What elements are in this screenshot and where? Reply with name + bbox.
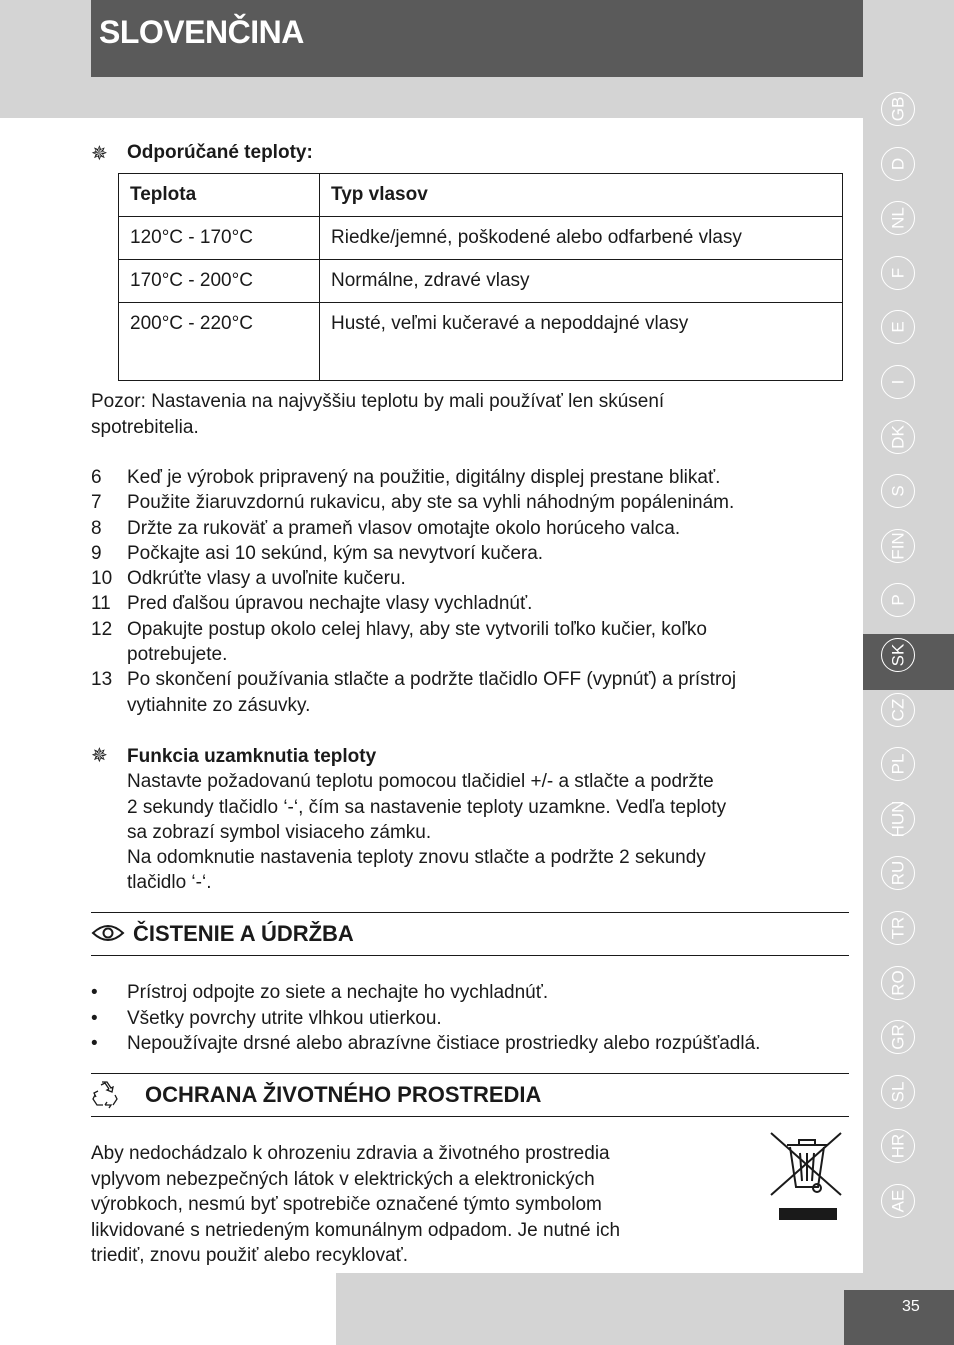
table-cell: 120°C - 170°C — [119, 217, 320, 260]
sun-icon: ✵ — [91, 143, 108, 165]
language-code: FIN — [888, 532, 908, 560]
header-band — [91, 0, 863, 77]
steps-list — [91, 465, 851, 718]
language-tab-cz[interactable] — [881, 693, 915, 727]
cleaning-section-title: ČISTENIE A ÚDRŽBA — [133, 921, 354, 946]
step-text-line: Opakujte postup okolo celej hlavy, aby ste vytvorili toľko kučier, koľko — [127, 618, 707, 640]
eye-icon — [91, 920, 125, 946]
list-item — [91, 490, 851, 515]
cleaning-section-header — [91, 912, 849, 956]
language-tab-e[interactable] — [881, 310, 915, 344]
language-code: AE — [888, 1189, 908, 1213]
step-number: 6 — [91, 467, 102, 488]
language-tabs — [863, 92, 954, 1252]
list-item — [91, 617, 851, 668]
lock-text-line: tlačidlo ‘-‘. — [127, 872, 212, 894]
table-row — [119, 217, 843, 260]
language-code: E — [888, 321, 908, 333]
table-cell: Normálne, zdravé vlasy — [320, 260, 843, 303]
table-header-cell: Teplota — [119, 174, 320, 217]
lock-function-block — [91, 744, 851, 896]
language-code: SL — [888, 1081, 908, 1103]
language-code: HUN — [888, 800, 908, 838]
list-item — [91, 591, 851, 616]
language-tab-nl[interactable] — [881, 201, 915, 235]
list-item — [91, 541, 851, 566]
table-cell: Husté, veľmi kučeravé a nepoddajné vlasy — [320, 303, 843, 381]
language-code: TR — [888, 916, 908, 940]
warning-line: Pozor: Nastavenia na najvyššiu teplotu by mali používať len skúsení — [91, 391, 665, 412]
language-tab-ro[interactable] — [881, 966, 915, 1000]
list-item — [91, 980, 851, 1006]
language-code: SK — [888, 643, 908, 667]
warning-line: spotrebitelia. — [91, 416, 199, 438]
lock-text-line: Na odomknutie nastavenia teploty znovu stlačte a podržte 2 sekundy — [127, 847, 706, 869]
language-tab-dk[interactable] — [881, 420, 915, 454]
list-item — [91, 566, 851, 591]
step-text-line: Po skončení používania stlačte a podržte tlačidlo OFF (vypnúť) a prístroj — [127, 669, 737, 691]
table-header-row — [119, 174, 843, 217]
bullet-text: Všetky povrchy utrite vlhkou utierkou. — [127, 1007, 442, 1029]
step-text-line: Keď je výrobok pripravený na použitie, digitálny displej prestane blikať. — [127, 467, 721, 488]
page-title: SLOVENČINA — [99, 14, 304, 50]
environment-text-line: triediť, znovu použiť alebo recyklovať. — [91, 1245, 409, 1266]
language-tab-ru[interactable] — [881, 856, 915, 890]
language-tab-s[interactable] — [881, 474, 915, 508]
step-number: 13 — [91, 669, 113, 691]
step-text-line: Počkajte asi 10 sekúnd, kým sa nevytvorí kučera. — [127, 542, 544, 564]
language-code: RO — [888, 970, 908, 996]
table-cell: 170°C - 200°C — [119, 260, 320, 303]
weee-bin-icon — [769, 1131, 845, 1223]
bullet-dot: • — [91, 1033, 98, 1054]
language-code: GR — [888, 1024, 908, 1050]
bullet-dot: • — [91, 1007, 98, 1029]
language-code: F — [888, 267, 908, 279]
environment-section-title: OCHRANA ŽIVOTNÉHO PROSTREDIA — [145, 1082, 542, 1107]
language-tab-d[interactable] — [881, 147, 915, 181]
list-item — [91, 465, 851, 490]
table-cell: Riedke/jemné, poškodené alebo odfarbené vlasy — [320, 217, 843, 260]
language-tab-hun[interactable] — [881, 802, 915, 836]
environment-text — [91, 1141, 731, 1269]
recommended-temps-heading: Odporúčané teploty: — [127, 142, 313, 163]
step-text-line: potrebujete. — [127, 644, 228, 666]
environment-text-line: vplyvom nebezpečných látok v elektrických a elektronických — [91, 1168, 595, 1190]
environment-section-header — [91, 1073, 849, 1117]
step-text-line: vytiahnite zo zásuvky. — [127, 694, 311, 716]
list-item — [91, 1031, 851, 1057]
language-tab-fin[interactable] — [881, 529, 915, 563]
recycle-icon — [91, 1081, 119, 1109]
language-tab-gb[interactable] — [881, 92, 915, 126]
language-tab-pl[interactable] — [881, 747, 915, 781]
language-tab-hr[interactable] — [881, 1129, 915, 1163]
page-number: 35 — [902, 1298, 920, 1315]
environment-text-line: výrobkoch, nesmú byť spotrebiče označené týmto symbolom — [91, 1194, 602, 1215]
language-tab-ae[interactable] — [881, 1184, 915, 1218]
table-header-cell: Typ vlasov — [320, 174, 843, 217]
step-number: 9 — [91, 542, 102, 564]
language-code: P — [888, 594, 908, 606]
environment-text-line: Aby nedochádzalo k ohrozeniu zdravia a životného prostredia — [91, 1143, 610, 1164]
cleaning-bullets — [91, 980, 851, 1057]
language-code: I — [888, 379, 908, 385]
step-text-line: Použite žiaruvzdornú rukavicu, aby ste sa vyhli náhodným popáleninám. — [127, 492, 735, 514]
step-text-line: Odkrúťte vlasy a uvoľnite kučeru. — [127, 568, 406, 590]
language-tab-tr[interactable] — [881, 911, 915, 945]
step-number: 10 — [91, 568, 113, 590]
page-number-box — [844, 1290, 954, 1345]
lock-function-heading: Funkcia uzamknutia teploty — [127, 746, 377, 767]
language-code: CZ — [888, 698, 908, 722]
language-code: NL — [888, 207, 908, 229]
table-row — [119, 260, 843, 303]
bullet-text: Nepoužívajte drsné alebo abrazívne čistiace prostriedky alebo rozpúšťadlá. — [127, 1033, 761, 1054]
temperature-table — [118, 173, 843, 381]
environment-text-line: likvidované s netriedeným komunálnym odpadom. Je nutné ich — [91, 1219, 621, 1241]
language-tab-sl[interactable] — [881, 1075, 915, 1109]
step-number: 11 — [91, 593, 111, 615]
bottom-strip — [0, 1273, 336, 1345]
list-item — [91, 1006, 851, 1032]
language-tab-i[interactable] — [881, 365, 915, 399]
list-item — [91, 516, 851, 541]
table-row — [119, 303, 843, 381]
language-code: HR — [888, 1133, 908, 1159]
list-item — [91, 667, 851, 718]
step-text-line: Držte za rukoväť a prameň vlasov omotajte okolo horúceho valca. — [127, 517, 681, 539]
lock-text-line: Nastavte požadovanú teplotu pomocou tlačidiel +/- a stlačte a podržte — [127, 771, 714, 793]
language-tab-sk[interactable] — [881, 638, 915, 672]
language-code: S — [888, 485, 908, 497]
table-cell: 200°C - 220°C — [119, 303, 320, 381]
warning-text — [91, 389, 831, 440]
step-text-line: Pred ďalšou úpravou nechajte vlasy vychladnúť. — [127, 593, 533, 615]
bullet-dot: • — [91, 982, 98, 1003]
language-code: GB — [888, 96, 908, 122]
language-tab-p[interactable] — [881, 583, 915, 617]
step-number: 12 — [91, 618, 113, 640]
language-tab-gr[interactable] — [881, 1020, 915, 1054]
language-code: PL — [888, 753, 908, 775]
language-code: RU — [888, 860, 908, 886]
lock-text-line: 2 sekundy tlačidlo ‘-‘, čím sa nastavenie teploty uzamkne. Vedľa teploty — [127, 796, 727, 818]
lock-text-line: sa zobrazí symbol visiaceho zámku. — [127, 821, 432, 843]
language-tab-f[interactable] — [881, 256, 915, 290]
bullet-text: Prístroj odpojte zo siete a nechajte ho vychladnúť. — [127, 982, 549, 1003]
lock-function-text — [127, 769, 851, 895]
step-number: 7 — [91, 492, 102, 514]
step-number: 8 — [91, 517, 102, 539]
sun-icon: ✵ — [91, 745, 108, 767]
language-code: D — [888, 157, 908, 171]
language-code: DK — [888, 425, 908, 449]
